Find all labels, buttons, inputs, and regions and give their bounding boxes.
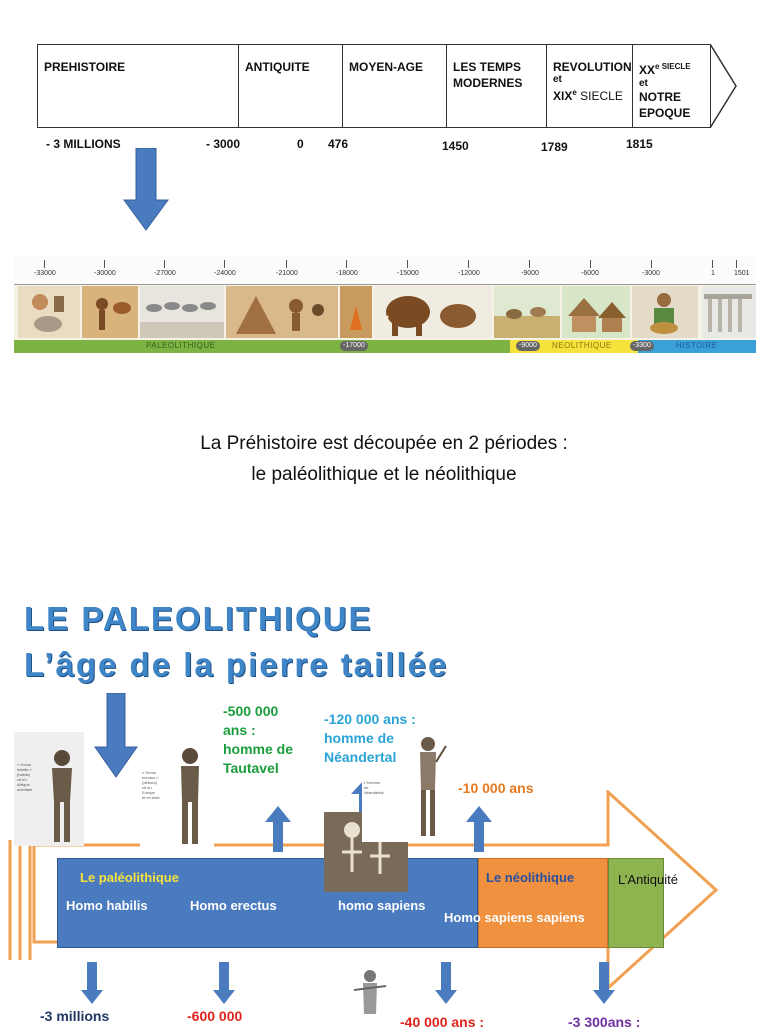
band-label-histoire: HISTOIRE [676,341,718,350]
label-paleolithique: Le paléolithique [80,870,179,885]
hominid-icon [168,744,212,848]
ruler-label: -15000 [397,270,419,277]
period-label: ANTIQUITE [245,60,310,74]
period-label: PREHISTOIRE [44,60,126,74]
figure-homo-erectus [140,744,214,848]
frieze-period-band [14,340,756,353]
prehistory-frieze [14,256,756,353]
down-arrow-icon [122,148,170,232]
date-minus-3300: -3 300ans : [568,1014,641,1030]
tick-zero: 0 [297,137,304,151]
down-arrow-icon [592,962,616,1004]
band-mark-9000: -9000 [516,341,540,351]
up-arrow-icon [264,806,292,852]
period-label: MODERNES [453,76,523,90]
period-label: EPOQUE [639,106,691,120]
date-neandertal: -120 000 ans : homme de Néandertal [324,711,416,765]
period-label: REVOLUTION [553,60,632,74]
period-label: et [553,74,562,85]
date-minus-40000: -40 000 ans : [400,1014,485,1030]
ruler-label: -27000 [154,270,176,277]
band-mark-17000: -17000 [340,341,368,351]
figure-note: L’homme de Néandertal [364,780,384,795]
ruler-label: -30000 [94,270,116,277]
scene-farming [494,286,560,338]
down-arrow-icon [434,962,458,1004]
ruler-label: -3000 [642,270,660,277]
figure-note: « Homo habilis » (habile) vit en Afrique orientale. [17,762,34,792]
scene-herd [140,286,224,338]
prehistory-caption [0,428,768,490]
ruler-label: -9000 [521,270,539,277]
timeline-table [37,44,711,128]
scene-cave-painting [82,286,138,338]
ruler-label: -12000 [458,270,480,277]
tick-3-millions: - 3 MILLIONS [46,137,121,151]
scene-hunters-camp [226,286,338,338]
heading-pierre-taillee: L’âge de la pierre taillée [24,646,449,683]
ruler-label: 1 [711,270,715,277]
label-homo-sapiens: homo sapiens [338,898,426,913]
frieze-ruler [14,256,756,285]
band-label-paleo: PALEOLITHIQUE [146,341,216,350]
scene-village [562,286,630,338]
tick-476: 476 [328,137,349,151]
figure-homo-habilis [14,732,84,846]
ruler-label: -21000 [276,270,298,277]
hominid-icon [40,746,84,846]
tick-1450: 1450 [442,139,469,153]
period-prehistoire [38,45,238,127]
ruler-label: -6000 [581,270,599,277]
hominid-icon [350,966,390,1024]
scene-fire [340,286,372,338]
figure-note: « Homo erectus » (debout) vit en Europe et en Asie. [142,770,161,800]
figure-sapiens [350,966,390,1024]
ruler-label: 1501 [734,270,750,277]
caption-line: La Préhistoire est découpée en 2 périodes : [200,433,568,454]
scene-antique-city [702,286,756,338]
period-label: MOYEN-AGE [349,60,424,74]
label-homo-habilis: Homo habilis [66,898,148,913]
period-label: $XX^{e SIECLE}$ [639,62,691,77]
date-tautavel: -500 000 ans : homme de Tautavel [223,703,294,776]
label-neolithique: Le néolithique [486,870,575,885]
ruler-label: -33000 [34,270,56,277]
label-homo-erectus: Homo erectus [190,898,277,913]
timeline-arrowhead [700,44,740,128]
scene-tool-making [18,286,80,338]
down-arrow-icon [80,962,104,1004]
heading-paleolithique: LE PALEOLITHIQUE [24,600,373,637]
label-antiquite: L’Antiquité [618,872,678,887]
date-3-millions: -3 millions [40,1008,110,1024]
down-arrow-icon [212,962,236,1004]
date-minus-10000: -10 000 ans [458,780,534,796]
scene-potter [632,286,698,338]
scene-mammoths [374,286,492,338]
tick-minus-3000: - 3000 [206,137,241,151]
down-arrow-icon [94,693,140,779]
band-mark-3300: -3300 [630,341,654,351]
tick-1815: 1815 [626,137,653,151]
period-label: XIXe SIECLE [553,88,623,103]
caption-line: le paléolithique et le néolithique [251,464,517,485]
period-antiquite [238,45,342,127]
period-temps-modernes [446,45,546,127]
band-paleolithique [14,340,510,353]
ruler-label: -18000 [336,270,358,277]
period-moyen-age [342,45,446,127]
label-homo-sapiens-sapiens: Homo sapiens sapiens [444,910,585,925]
period-label: NOTRE [639,90,681,104]
period-revolution [546,45,632,127]
date-minus-600000: -600 000 [187,1008,243,1024]
tick-1789: 1789 [541,140,568,154]
band-label-neo: NEOLITHIQUE [552,341,612,350]
period-label: et [639,78,648,89]
ruler-label: -24000 [214,270,236,277]
up-arrow-icon [465,806,493,852]
period-label: LES TEMPS [453,60,522,74]
